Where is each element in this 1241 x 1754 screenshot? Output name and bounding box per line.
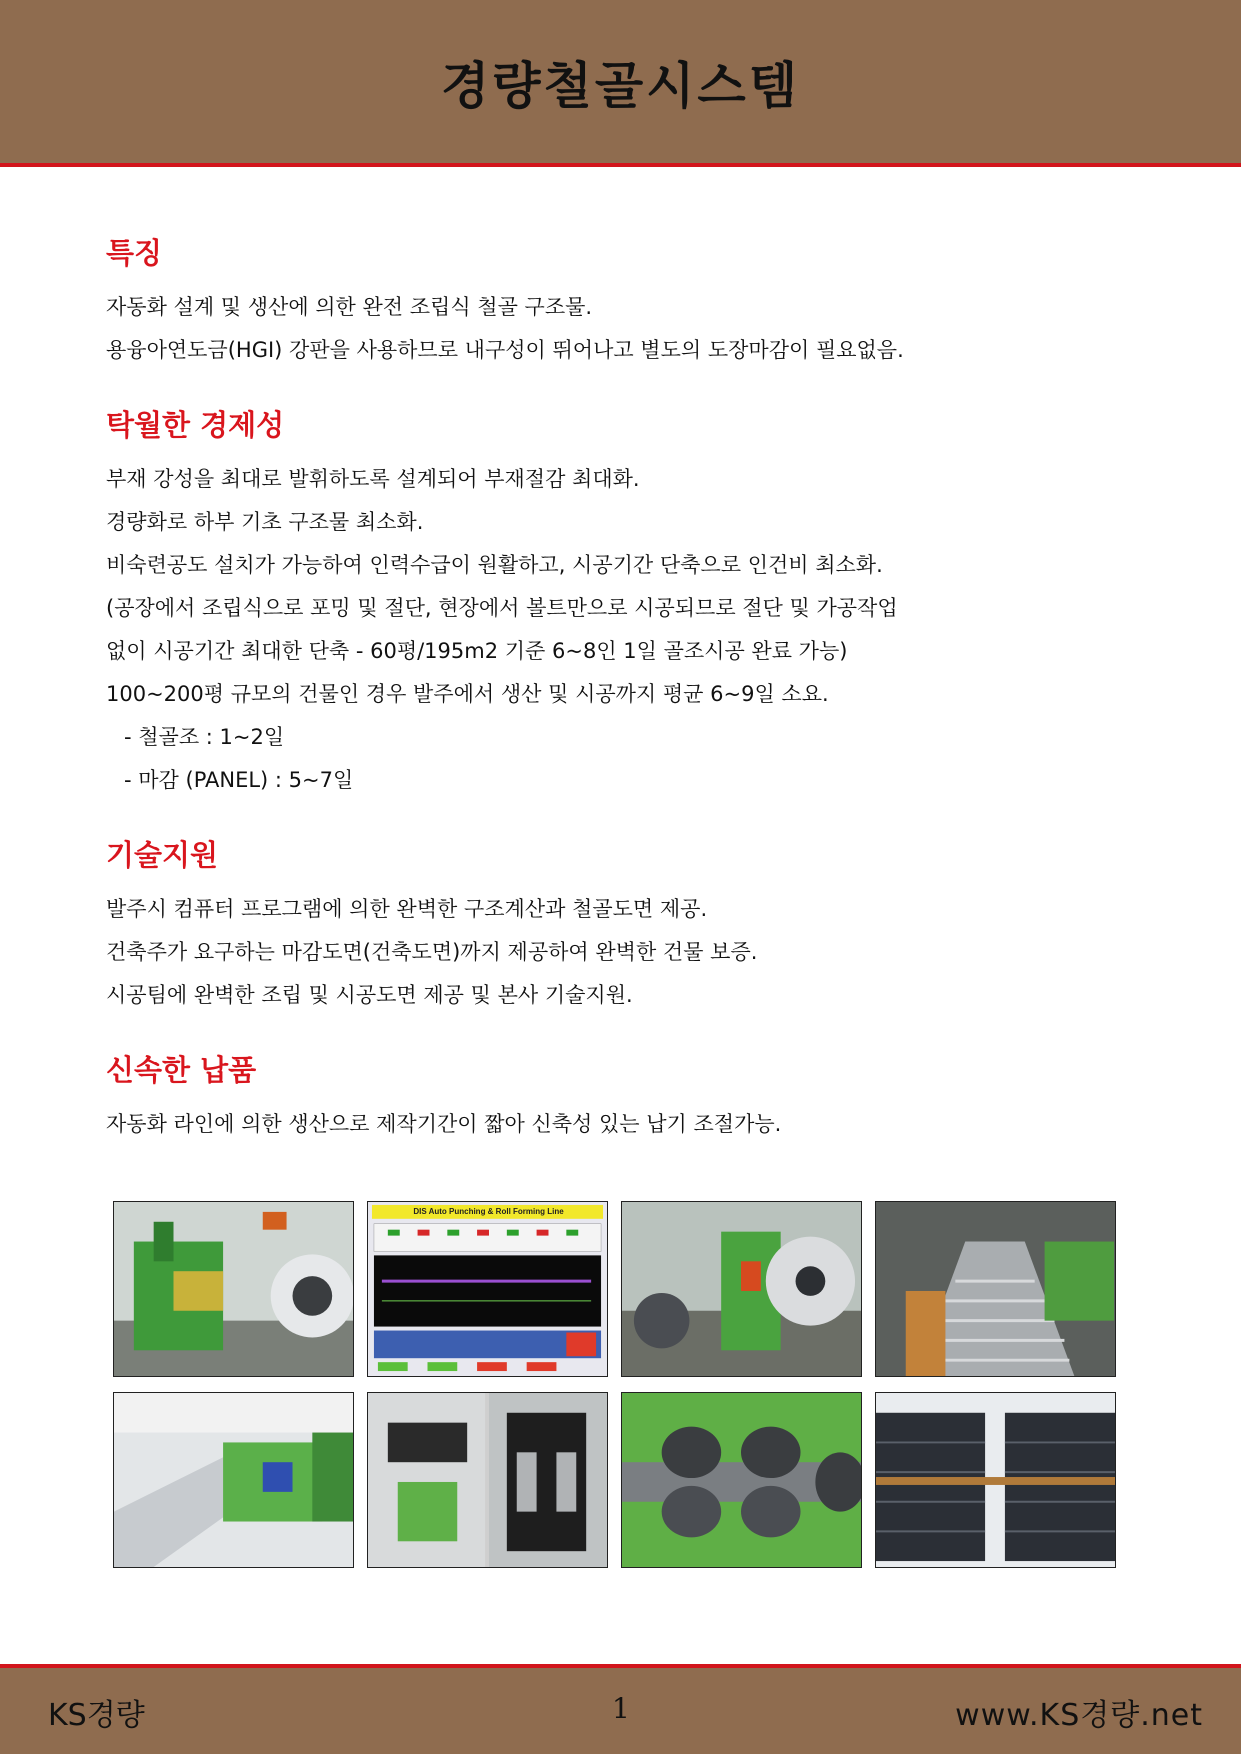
- section-fast-delivery: [106, 1047, 1146, 1146]
- section-heading: 기술지원: [106, 838, 219, 872]
- footer-url[interactable]: www.KS경량.net: [955, 1698, 1203, 1733]
- body-line: 부재 강성을 최대로 발휘하도록 설계되어 부재절감 최대화.: [106, 467, 640, 491]
- section-economy: [106, 402, 1146, 802]
- photo-grid: [113, 1201, 1116, 1568]
- section-features: [106, 230, 1146, 372]
- body-line: 자동화 라인에 의한 생산으로 제작기간이 짧아 신축성 있는 납기 조절가능.: [106, 1112, 782, 1136]
- screen-title: DIS Auto Punching & Roll Forming Line: [413, 1207, 564, 1216]
- photo-roller-conveyor: [875, 1201, 1116, 1377]
- photo-uncoiler: [113, 1201, 354, 1377]
- page-footer: [0, 1664, 1241, 1754]
- body-line-indented: - 마감 (PANEL) : 5~7일: [124, 768, 354, 792]
- page-header: [0, 0, 1241, 167]
- body-line: 경량화로 하부 기초 구조물 최소화.: [106, 510, 424, 534]
- photo-factory-coil: [621, 1201, 862, 1377]
- body-line: 100~200평 규모의 건물인 경우 발주에서 생산 및 시공까지 평균 6~9일 소요.: [106, 682, 829, 706]
- body-line-indented: - 철골조 : 1~2일: [124, 725, 285, 749]
- photo-press-units: [367, 1392, 608, 1568]
- body-line: (공장에서 조립식으로 포밍 및 절단, 현장에서 볼트만으로 시공되므로 절단 및 가공작업: [106, 596, 898, 620]
- main-content: [106, 230, 1146, 1176]
- body-line: 비숙련공도 설치가 가능하여 인력수급이 원활하고, 시공기간 단축으로 인건비 최소화.: [106, 553, 883, 577]
- body-line: 용융아연도금(HGI) 강판을 사용하므로 내구성이 뛰어나고 별도의 도장마감이 필요없음.: [106, 338, 904, 362]
- section-heading: 탁월한 경제성: [106, 408, 285, 442]
- body-line: 시공팀에 완벽한 조립 및 시공도면 제공 및 본사 기술지원.: [106, 983, 633, 1007]
- body-line: 발주시 컴퓨터 프로그램에 의한 완벽한 구조계산과 철골도면 제공.: [106, 897, 708, 921]
- page-title: 경량철골시스템: [440, 56, 801, 115]
- photo-stacked-profiles: [875, 1392, 1116, 1568]
- photo-forming-rollers: [621, 1392, 862, 1568]
- footer-brand: KS경량: [48, 1698, 145, 1733]
- body-line: 건축주가 요구하는 마감도면(건축도면)까지 제공하여 완벽한 건물 보증.: [106, 940, 758, 964]
- section-heading: 신속한 납품: [106, 1053, 257, 1087]
- page-number: 1: [612, 1692, 630, 1725]
- photo-control-screen: [367, 1201, 608, 1377]
- body-line: 자동화 설계 및 생산에 의한 완전 조립식 철골 구조물.: [106, 295, 593, 319]
- body-line: 없이 시공기간 최대한 단축 - 60평/195m2 기준 6~8인 1일 골조시공 완료 가능): [106, 639, 848, 663]
- section-heading: 특징: [106, 236, 163, 270]
- photo-roll-forming: [113, 1392, 354, 1568]
- section-tech-support: [106, 832, 1146, 1017]
